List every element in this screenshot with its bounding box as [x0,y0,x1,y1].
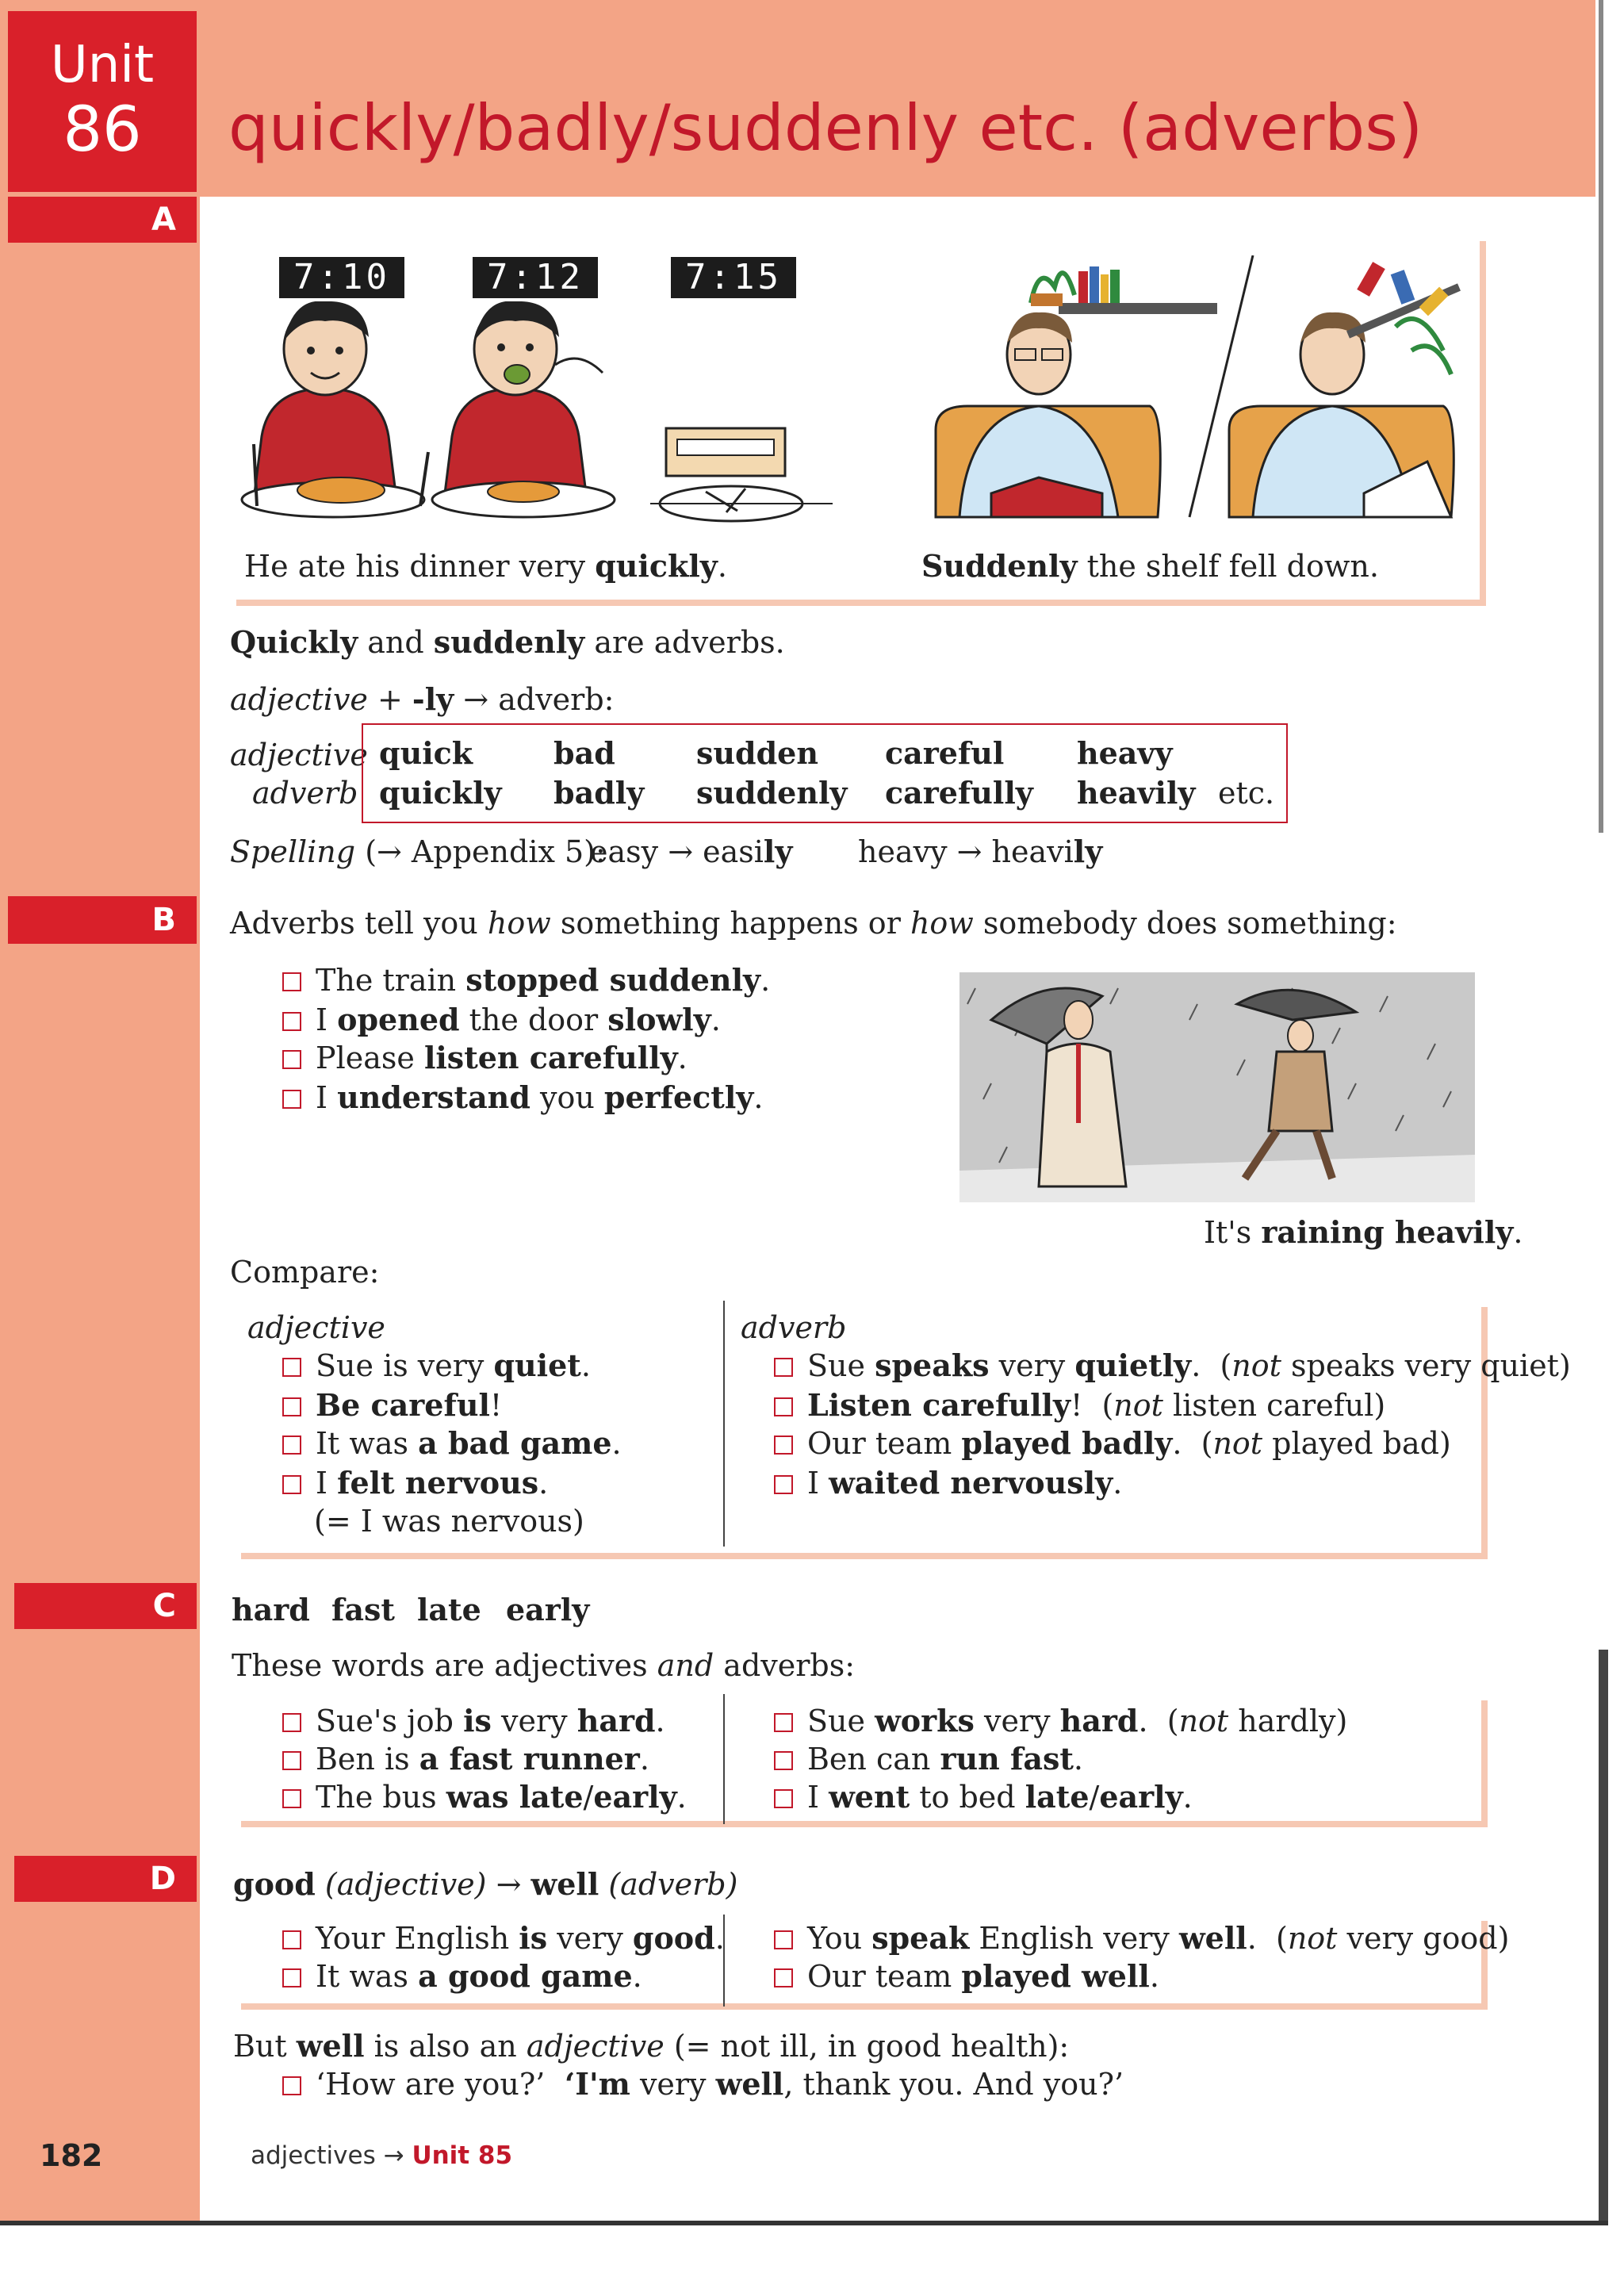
example-bold: well [1178,1920,1247,1956]
unit-label: Unit [50,36,155,94]
example-bold: early [1099,1779,1183,1815]
d-left-example [282,1919,725,1957]
example-text: It was [316,1959,419,1994]
intro-word: suddenly [433,624,585,660]
example-text: ! [1071,1388,1083,1423]
section-c-divider [723,1694,725,1824]
example-text: Sue [807,1704,875,1738]
table-cell: carefully [885,775,1033,811]
shelf-illustration [920,255,1467,525]
section-tab-a: A [8,197,197,243]
intro-text: and [358,625,434,660]
caption-keyword: quickly [595,548,718,584]
intro-text: adverbs: [714,1648,856,1683]
caption-text: He ate his dinner very [244,549,596,584]
compare-adjective-label: adjective [247,1310,385,1345]
dialogue-bold: ‘I'm [565,2066,630,2102]
bullet-box [282,1435,301,1455]
example-text: Our team [807,1426,962,1461]
intro-text: These words are adjectives [232,1648,657,1683]
caption-punct: . [1513,1215,1523,1250]
d-left-example [282,1957,642,1995]
section-c-word: late [417,1592,481,1627]
example-text: . [1149,1959,1159,1994]
section-b-intro [230,904,1397,942]
c-right-example [774,1778,1193,1816]
unit-number: 86 [63,94,142,166]
example-bold: hard [576,1703,656,1738]
example-line [282,1001,721,1039]
caption-text: the shelf fell down. [1077,549,1379,584]
bullet-box [282,1397,301,1416]
adv-example: Listen carefully! (not listen careful) [774,1386,1385,1424]
table-cell: suddenly [696,775,848,811]
bullet-box [774,1713,793,1732]
example-bold: Be careful [316,1387,490,1423]
note-text: is also an [364,2029,527,2064]
bullet-box [282,2076,301,2095]
adj-note: (= I was nervous) [314,1504,584,1539]
bullet-box [774,1751,793,1770]
example-text: The bus [316,1780,446,1815]
section-d-heading [233,1865,737,1903]
rain-caption [1204,1213,1522,1251]
example-text: you [530,1080,604,1115]
spelling-example-text: heavy → heavi [858,834,1074,869]
table-row-label-adjective: adjective [230,738,368,772]
example-line [282,961,770,999]
example-bold: early [593,1779,677,1815]
not-text: speaks very quiet) [1281,1348,1571,1383]
bullet-box [774,1930,793,1949]
note-text: But [233,2029,297,2064]
dinner-illustration [238,301,841,523]
example-text: . [655,1704,665,1738]
adj-example [282,1464,548,1502]
example-text: Our team [807,1959,962,1994]
caption-punct: . [717,549,727,584]
bullet-box [282,1930,301,1949]
dialogue-example [282,2065,545,2103]
table-cell: badly [553,775,645,811]
table-row-label-adverb: adverb [252,776,358,811]
clock-3: 7:15 [671,257,796,298]
example-text: very [989,1348,1075,1383]
intro-italic: how [487,906,551,941]
intro-text: are adverbs. [584,625,785,660]
table-cell: quickly [379,775,502,811]
section-c-intro [232,1646,855,1685]
bullet-box [282,1475,301,1494]
not-text: very good) [1337,1921,1510,1956]
example-bold: perfectly [603,1079,754,1115]
bullet-box [282,1012,301,1031]
example-text: . [1182,1780,1193,1815]
adverbs-intro [230,623,785,661]
bullet-box [282,972,301,991]
example-text: . [710,1002,721,1037]
example-text: It was [316,1426,419,1461]
example-text: . [611,1426,622,1461]
example-bold: was late [446,1779,584,1815]
example-text: . [760,963,771,998]
intro-word: Quickly [230,624,358,660]
not-marker: not [1113,1388,1163,1423]
example-text: I [316,1002,338,1037]
example-text: . [753,1080,764,1115]
bullet-box [774,1968,793,1987]
example-bold: listen carefully [423,1040,678,1075]
heading-arrow: → [486,1867,531,1902]
page-title: quickly/badly/suddenly etc. (adverbs) [228,91,1423,165]
not-marker: not [1178,1704,1229,1738]
example-bold: quiet [493,1347,581,1383]
example-bold: late [1025,1779,1090,1815]
spelling-ref: (→ Appendix 5): [355,834,606,869]
caption-text: It's [1204,1215,1262,1250]
example-text: to bed [910,1780,1025,1815]
shelf-caption [921,547,1379,585]
bullet-box [774,1435,793,1455]
example-text: . [676,1780,687,1815]
bullet-box [282,1713,301,1732]
example-bold: stopped suddenly [465,962,761,998]
adv-example: Sue speaks very quietly. (not speaks very quiet) [774,1347,1571,1385]
unit-85-link[interactable]: Unit 85 [412,2141,513,2170]
spelling-example-1 [590,833,792,871]
adj-example [282,1347,591,1385]
bullet-box [282,1050,301,1069]
example-text: . [538,1466,549,1501]
not-text: hardly) [1228,1704,1348,1738]
adv-example [774,1464,1122,1502]
table-cell: sudden [696,735,818,771]
table-cell: bad [553,735,615,771]
example-text: very [547,1921,633,1956]
example-bold: good [632,1920,715,1956]
clock-1: 7:10 [279,257,404,298]
c-right-example: Sue works very hard. (not hardly) [774,1702,1347,1740]
footer-cross-reference [251,2141,512,2170]
compare-adverb-label: adverb [741,1310,847,1345]
example-text: Sue is very [316,1348,494,1383]
example-text: . [1138,1704,1148,1738]
not-marker: not [1212,1426,1263,1461]
example-bold: is [519,1920,548,1956]
section-tab-d: D [14,1856,197,1902]
c-left-example [282,1740,649,1778]
example-bold: waited nervously [829,1465,1113,1501]
section-c-word: hard [232,1592,310,1627]
example-text: the door [459,1002,608,1037]
example-bold: felt nervous [337,1465,539,1501]
bullet-box [282,1090,301,1109]
footer-ref-text: adjectives → [251,2141,412,2170]
example-text: . [1172,1426,1182,1461]
spelling-note [230,833,606,871]
bullet-box [774,1397,793,1416]
example-bold: works [875,1703,975,1738]
example-bold: slowly [607,1002,711,1037]
example-text: English very [969,1921,1179,1956]
table-cell: quick [379,735,473,771]
intro-italic: and [657,1648,714,1683]
caption-keyword: raining heavily [1261,1214,1514,1250]
example-text: You [807,1921,872,1956]
example-text: . [714,1921,725,1956]
bullet-box [282,1751,301,1770]
section-tab-c: C [14,1583,197,1629]
example-text: I [807,1466,829,1501]
unit-badge [8,11,197,192]
intro-text: something happens or [550,906,910,941]
example-bold: went [829,1779,910,1815]
c-right-example [774,1740,1083,1778]
dialogue-text: very [630,2067,716,2102]
spelling-suffix: ly [1073,834,1103,869]
rain-illustration [959,972,1475,1202]
table-cell: heavy [1077,735,1173,771]
rule-plus: + [367,682,412,717]
rule-adjective: adjective [230,682,368,717]
example-bold: a fast runner [419,1741,640,1777]
intro-text: Adverbs tell you [230,906,488,941]
example-text: I [316,1466,338,1501]
section-c-word: fast [331,1592,395,1627]
spelling-suffix: ly [763,834,793,869]
caption-keyword: Suddenly [921,548,1078,584]
not-marker: not [1231,1348,1281,1383]
c-left-example [282,1778,687,1816]
heading-well: well [530,1866,599,1902]
example-bold: is [463,1703,492,1738]
example-line [282,1039,688,1077]
dialogue-answer [565,2065,1124,2103]
boy-eating-1 [242,301,428,517]
table-cell: heavily [1077,775,1196,811]
spelling-label: Spelling [230,834,356,869]
bottom-rule [0,2221,1608,2225]
right-edge-rule-lower [1599,1650,1608,2221]
example-text: . [1073,1742,1083,1777]
table-etc: etc. [1218,776,1275,811]
example-bold: played well [961,1958,1150,1994]
adv-example: Our team played badly. (not played bad) [774,1424,1451,1462]
note-text: (= not ill, in good health): [664,2029,1070,2064]
c-left-example [282,1702,665,1740]
example-text: . [580,1348,591,1383]
example-text: Ben can [807,1742,940,1777]
example-text: very [491,1704,577,1738]
adj-example [282,1386,502,1424]
example-text: Sue's job [316,1704,464,1738]
example-bold: opened [337,1002,460,1037]
compare-divider [723,1301,725,1547]
dialogue-bold: well [715,2066,784,2102]
example-bold: speaks [875,1347,990,1383]
not-marker: not [1287,1921,1338,1956]
d-right-example: You speak English very well. (not very good) [774,1919,1509,1957]
example-text: . [639,1742,649,1777]
note-bold: well [296,2028,365,2064]
example-bold: quietly [1074,1347,1192,1383]
table-cell: careful [885,735,1005,771]
dialogue-text: , thank you. And you?’ [783,2067,1124,2102]
heading-adjective: (adjective) [315,1867,487,1902]
example-text: Your English [316,1921,519,1956]
intro-text: somebody does something: [973,906,1397,941]
example-text: / [583,1780,594,1815]
formation-rule [230,680,614,719]
rule-result: → adverb: [454,682,615,717]
right-edge-rule [1599,0,1603,833]
spelling-example-text: easy → easi [590,834,764,869]
bullet-box [774,1358,793,1377]
not-text: played bad) [1262,1426,1451,1461]
example-bold: understand [337,1079,530,1115]
adj-example [282,1424,622,1462]
rule-suffix: -ly [412,681,454,717]
bullet-box [282,1358,301,1377]
example-text: Ben is [316,1742,419,1777]
example-text: Please [316,1041,424,1075]
boy-eating-2 [432,301,615,517]
example-bold: a bad game [418,1425,612,1461]
example-bold: run fast [940,1741,1074,1777]
example-text: / [1089,1780,1100,1815]
example-bold: played badly [961,1425,1173,1461]
heading-good: good [233,1866,316,1902]
intro-italic: how [910,906,974,941]
section-tab-b: B [8,896,197,944]
spelling-example-2 [858,833,1102,871]
example-text: . [632,1959,642,1994]
example-text: . [1113,1466,1123,1501]
page-number: 182 [40,2138,103,2173]
example-text: . [677,1041,688,1075]
example-text: The train [316,963,466,998]
example-bold: Listen carefully [807,1387,1071,1423]
d-right-example [774,1957,1159,1995]
compare-label: Compare: [230,1255,380,1290]
example-text: . [1191,1348,1201,1383]
note-italic: adjective [526,2029,665,2064]
dialogue-question: ‘How are you?’ [316,2067,546,2102]
bullet-box [282,1789,301,1808]
example-bold: speak [871,1920,970,1956]
example-bold: a good game [418,1958,633,1994]
example-text: I [807,1780,829,1815]
section-c-word: early [506,1592,590,1627]
clock-2: 7:12 [473,257,598,298]
example-text: I [316,1080,338,1115]
empty-chair-plate [650,428,833,521]
example-text: . [1247,1921,1257,1956]
example-line [282,1079,763,1117]
example-bold: hard [1059,1703,1139,1738]
bullet-box [774,1789,793,1808]
example-text: very [974,1704,1060,1738]
bullet-box [774,1475,793,1494]
bullet-box [282,1968,301,1987]
dinner-caption [244,547,727,585]
example-text: ! [489,1388,503,1423]
heading-adverb: (adverb) [599,1867,738,1902]
well-adjective-note [233,2027,1069,2065]
example-text: Sue [807,1348,875,1383]
not-text: listen careful) [1162,1388,1386,1423]
